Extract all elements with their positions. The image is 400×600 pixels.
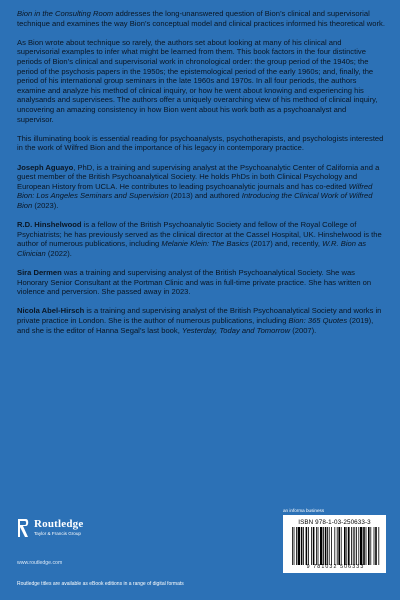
publisher-group: Taylor & Francis Group xyxy=(34,531,81,536)
author-name: R.D. Hinshelwood xyxy=(17,220,82,230)
bio-abel-hirsch xyxy=(17,306,385,335)
book-title: W.R. Bion as Clinician xyxy=(17,239,367,258)
book-title: Melanie Klein: The Basics xyxy=(161,239,249,249)
barcode-digits: 9 781032 506333 xyxy=(306,564,365,570)
bio-dermen xyxy=(17,268,385,297)
bio-text: (2017) and, recently, xyxy=(248,239,323,249)
author-name: Nicola Abel-Hirsch xyxy=(17,306,85,316)
description-paragraph-2: As Bion wrote about technique so rarely, the authors set about looking at many of his clinical and supervisorial examples to infer what might be learned from them. This book factors in the four distinctive periods of Bion’s clinical and supervisorial work in chronological order: the group period of the 1940s; the period of the psychosis papers in the 1950s; the epistemological period of the early 1960s; and, finally, the period of his international group seminars in the late 1960s and 1970s. In all four periods, the authors examine and analyze his method of clinical inquiry, or how he went about knowing and experiencing his analysands and supervisees. The authors offer a uniquely overarching view of his method of clinical inquiry, uncovering an amazing consistency in how Bion went about his work both as a psychoanalyst and supervisor. xyxy=(17,37,378,124)
barcode-icon xyxy=(292,527,380,565)
book-title: Bion in the Consulting Room xyxy=(17,9,114,18)
author-name: Joseph Aguayo xyxy=(17,162,74,172)
description-paragraph-3: This illuminating book is essential reading for psychoanalysts, psychotherapists, and psychologists interested in the work of Wilfred Bion and the importance of his legacy in contemporary practice. xyxy=(17,133,384,153)
publisher-name: Routledge xyxy=(34,518,84,530)
bio-text: (2023). xyxy=(32,200,59,210)
bio-aguayo xyxy=(17,163,385,211)
bio-text: is a fellow of the British Psychoanalytic Society and fellow of the Royal College of Psychiatrists; he has previously served as the clinical director at the Cassel Hospital, UK. Hinshelwood is the author of numerous publications, including xyxy=(17,220,382,249)
bio-text: (2007). xyxy=(290,325,317,335)
isbn-text: ISBN 978-1-03-250633-3 xyxy=(298,519,371,526)
bio-text: was a training and supervising analyst of the British Psychoanalytical Society. She was Honorary Senior Consultant at the Portman Clinic and was in full-time private practice. She has written on violence and perversion. She passed away in 2023. xyxy=(17,268,372,297)
bio-text: (2013) and authored xyxy=(168,191,242,201)
book-title: Bion: 365 Quotes xyxy=(288,316,348,325)
informa-tagline: an informa business xyxy=(283,508,325,513)
book-title: Introducing the Clinical Work of Wilfred Bion xyxy=(17,191,373,210)
bio-text: is a training and supervising analyst of the British Psychoanalytical Society and works in private practice in London. She is the author of numerous publications, including xyxy=(17,306,382,325)
bio-text: (2019), and she is the editor of Hanna Segal’s last book, xyxy=(17,316,374,335)
book-title: Wilfred Bion: Los Angeles Seminars and Supervision xyxy=(17,181,373,201)
bio-hinshelwood xyxy=(17,220,385,258)
publisher-url[interactable]: www.routledge.com xyxy=(17,560,63,566)
description-text: addresses the long-unanswered question of Bion’s clinical and supervisorial technique and examines the way Bion’s conceptual model and clinical practices informed his theoretical work. xyxy=(17,9,385,28)
bio-text: (2022). xyxy=(45,248,72,258)
routledge-logo xyxy=(17,518,137,546)
author-name: Sira Dermen xyxy=(17,268,62,278)
book-title: Yesterday, Today and Tomorrow xyxy=(181,325,291,335)
description-paragraph-1 xyxy=(17,9,385,28)
description-block xyxy=(17,9,385,345)
barcode-box xyxy=(283,515,386,573)
ebook-note: Routledge titles are available as eBook editions in a range of digital formats xyxy=(17,581,184,587)
routledge-mark-icon xyxy=(17,518,30,538)
bio-text: , PhD, is a training and supervising analyst at the Psychoanalytic Center of California and a guest member of the British Psychoanalytical Society. He holds PhDs in both Clinical Psychology and European History from UCLA. He contributes to leading psychoanalytic journals and has co-edited xyxy=(17,162,380,191)
